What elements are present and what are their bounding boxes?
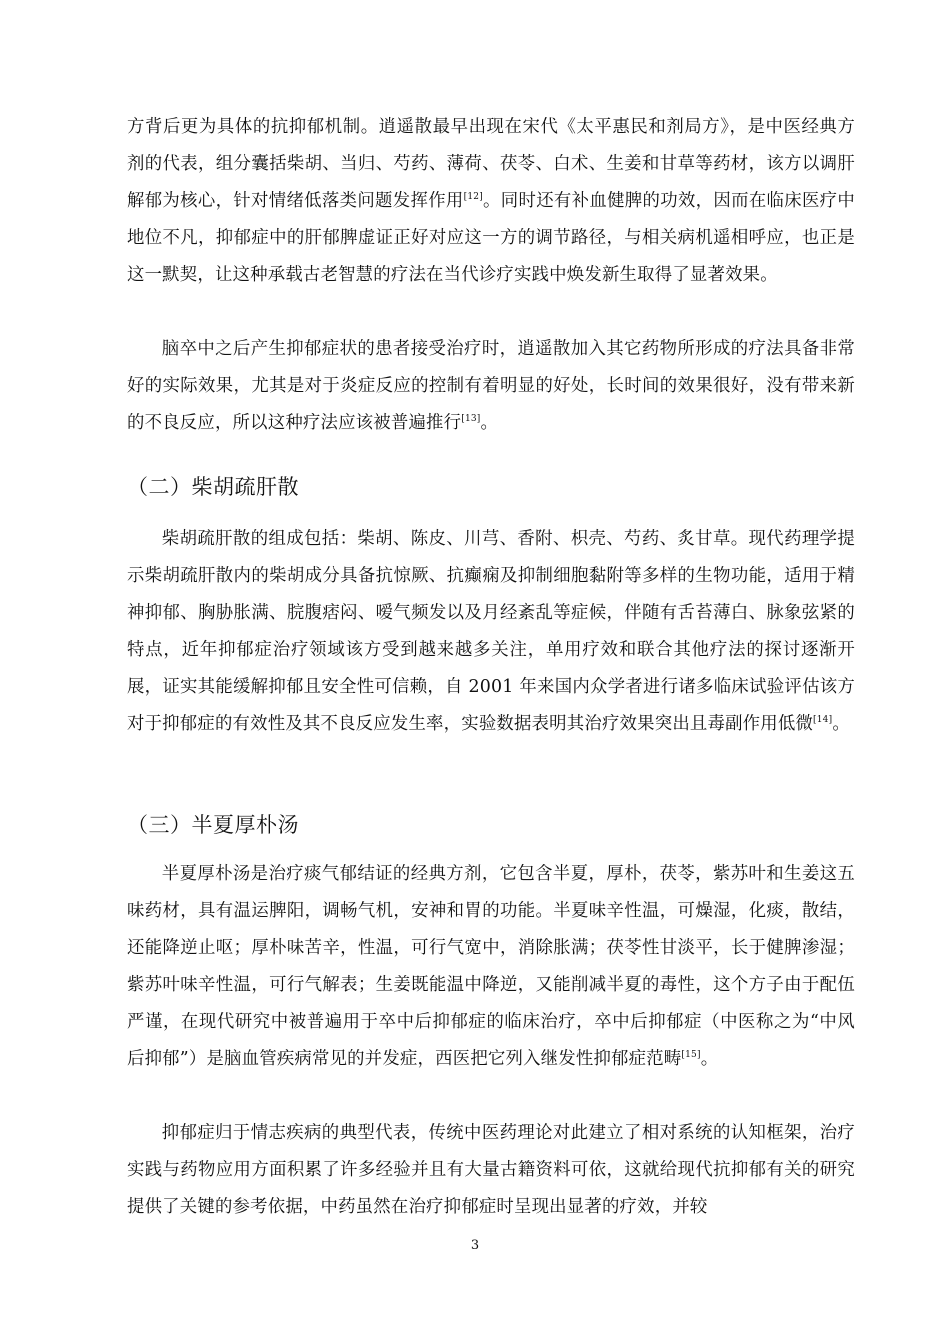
- paragraph-tail: 。: [480, 413, 499, 433]
- paragraph-text: [127, 521, 855, 743]
- paragraph-depression-tcm: [127, 1115, 855, 1226]
- paragraph-body: 脑卒中之后产生抑郁症状的患者接受治疗时，逍遥散加入其它药物所形成的疗法具备非常好的实际效果，尤其是对于炎症反应的控制有着明显的好处，长时间的效果很好，没有带来新的不良反应，所以这种疗法应该被普遍推行: [127, 339, 855, 433]
- section-heading-chaihu: （二）柴胡疏肝散: [127, 475, 299, 499]
- paragraph-text: [127, 1115, 855, 1226]
- paragraph-tail: 。同时还有补血健脾的功效，因而在临床医疗中地位不凡，抑郁症中的肝郁脾虚证正好对应这一方的调节路径，与相关病机遥相呼应，也正是这一默契，让这种承载古老智慧的疗法在当代诊疗实践中焕发新生取得了显著效果。: [127, 191, 855, 285]
- paragraph-banxia-houpo: [127, 856, 855, 1078]
- page-number: 3: [470, 1238, 480, 1253]
- paragraph-text: [127, 856, 855, 1078]
- paragraph-body: 方背后更为具体的抗抑郁机制。逍遥散最早出现在宋代《太平惠民和剂局方》，是中医经典方剂的代表，组分囊括柴胡、当归、芍药、薄荷、茯苓、白术、生姜和甘草等药材，该方以调肝解郁为核心，针对情绪低落类问题发挥作用: [127, 117, 855, 211]
- paragraph-text: [127, 331, 855, 442]
- citation-12: [12]: [463, 192, 483, 203]
- paragraph-tail: 。: [832, 714, 850, 734]
- paragraph-body: 抑郁症归于情志疾病的典型代表，传统中医药理论对此建立了相对系统的认知框架，治疗实践与药物应用方面积累了许多经验并且有大量古籍资料可依，这就给现代抗抑郁有关的研究提供了关键的参考依据，中药虽然在治疗抑郁症时呈现出显著的疗效，并较: [127, 1123, 855, 1217]
- paragraph-tail: 。: [700, 1049, 719, 1069]
- citation-15: [15]: [681, 1050, 701, 1061]
- paragraph-stroke-depression: [127, 331, 855, 442]
- paragraph-text: [127, 109, 855, 294]
- section-heading-banxia: （三）半夏厚朴汤: [127, 813, 299, 837]
- citation-14: [14]: [813, 715, 833, 726]
- paragraph-body: 柴胡疏肝散的组成包括：柴胡、陈皮、川芎、香附、枳壳、芍药、炙甘草。现代药理学提示柴胡疏肝散内的柴胡成分具备抗惊厥、抗癫痫及抑制细胞黏附等多样的生物功能，适用于精神抑郁、胸胁胀满、脘腹痞闷、嗳气频发以及月经紊乱等症候，伴随有舌苔薄白、脉象弦紧的特点，近年抑郁症治疗领域该方受到越来越多关注，单用疗效和联合其他疗法的探讨逐渐开展，证实其能缓解抑郁且安全性可信赖，自 2001 年来国内众学者进行诸多临床试验评估该方对于抑郁症的有效性及其不良反应发生率，实验数据表明其治疗效果突出且毒副作用低微: [127, 529, 855, 734]
- paragraph-xiaoyaosan-mechanism: [127, 109, 855, 294]
- citation-13: [13]: [461, 414, 481, 425]
- paragraph-chaihu-shugan: [127, 521, 855, 743]
- paragraph-body: 半夏厚朴汤是治疗痰气郁结证的经典方剂，它包含半夏，厚朴，茯苓，紫苏叶和生姜这五味药材，具有温运脾阳，调畅气机，安神和胃的功能。半夏味辛性温，可燥湿，化痰，散结，还能降逆止呕；厚朴味苦辛，性温，可行气宽中，消除胀满；茯苓性甘淡平，长于健脾渗湿；紫苏叶味辛性温，可行气解表；生姜既能温中降逆，又能削减半夏的毒性，这个方子由于配伍严谨，在现代研究中被普遍用于卒中后抑郁症的临床治疗，卒中后抑郁症（中医称之为“中风后抑郁”）是脑血管疾病常见的并发症，西医把它列入继发性抑郁症范畴: [127, 864, 855, 1069]
